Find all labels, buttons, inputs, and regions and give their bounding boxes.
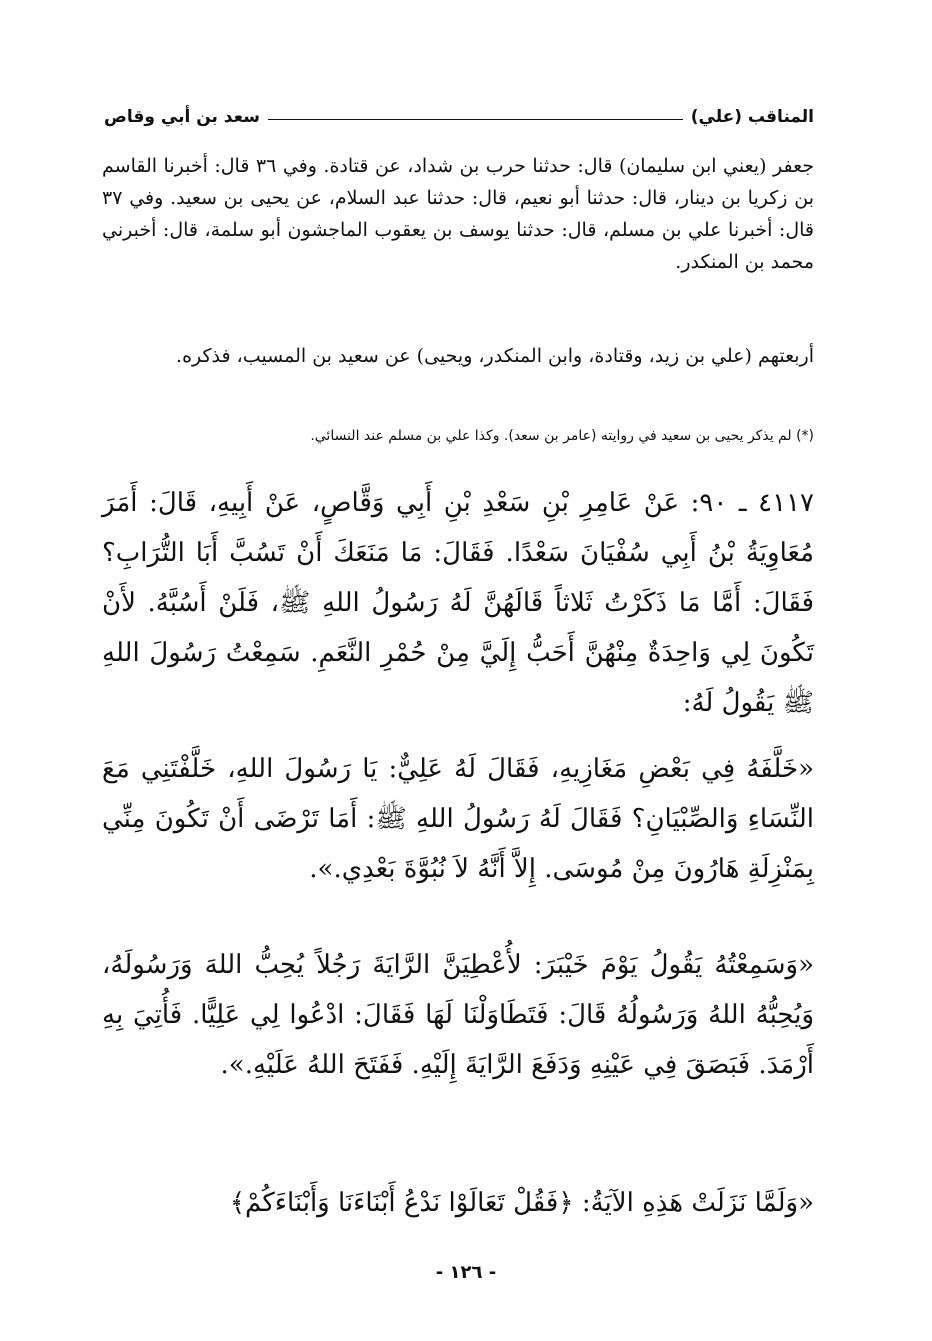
hadith-paragraph-1: ٤١١٧ ـ ٩٠: عَنْ عَامِرِ بْنِ سَعْدِ بْنِ أَبِي وَقَّاصٍ، عَنْ أَبِيهِ، قَالَ: أَمَرَ مُعَاوِيَةُ بْنُ أَبِي سُفْيَانَ سَعْدًا. فَقَالَ: مَا مَنَعَكَ أَنْ تَسُبَّ أَبَا التُّرَابِ؟ فَقَالَ: أَمَّا مَا ذَكَرْتُ ثَلاثاً قَالَهُنَّ لَهُ رَسُولُ اللهِ ﷺ، فَلَنْ أَسُبَّهُ. لأَنْ تَكُونَ لِي وَاحِدَةٌ مِنْهُنَّ أَحَبُّ إِلَيَّ مِنْ حُمْرِ النَّعَمِ. سَمِعْتُ رَسُولَ اللهِ ﷺ يَقُولُ لَهُ: (102, 488, 814, 718)
summary-paragraph: أربعتهم (علي بن زيد، وقتادة، وابن المنكدر، ويحيى) عن سعيد بن المسيب، فذكره. (176, 345, 814, 367)
hadith-paragraph-2: «خَلَّفَهُ فِي بَعْضِ مَغَازِيهِ، فَقَالَ لَهُ عَلِيٌّ: يَا رَسُولَ اللهِ، خَلَّفْتَنِي مَعَ النِّسَاءِ وَالصِّبْيَانِ؟ فَقَالَ لَهُ رَسُولُ اللهِ ﷺ: أَمَا تَرْضَى أَنْ تَكُونَ مِنِّي بِمَنْزِلَةِ هَارُونَ مِنْ مُوسَى. إِلاَّ أَنَّهُ لاَ نُبُوَّةَ بَعْدِي.». (102, 754, 814, 884)
running-header (104, 102, 814, 132)
hadith-paragraph-3: «وَسَمِعْتُهُ يَقُولُ يَوْمَ خَيْبَرَ: لأُعْطِيَنَّ الرَّايَةَ رَجُلاً يُحِبُّ اللهَ وَرَسُولَهُ، وَيُحِبُّهُ اللهُ وَرَسُولُهُ قَالَ: فَتَطَاوَلْنَا لَهَا فَقَالَ: ادْعُوا لِي عَلِيًّا. فَأُتِيَ بِهِ أَرْمَدَ. فَبَصَقَ فِي عَيْنِهِ وَدَفَعَ الرَّايَةَ إِلَيْهِ. فَفَتَحَ اللهُ عَلَيْهِ.». (102, 950, 814, 1080)
footnote: (*) لم يذكر يحيى بن سعيد في روايته (عامر بن سعد). وكذا علي بن مسلم عند النسائي. (310, 428, 814, 444)
hadith-paragraph-4: «وَلَمَّا نَزَلَتْ هَذِهِ الآيَةُ: ﴿فَقُلْ تَعَالَوْا نَدْعُ أَبْنَاءَنَا وَأَبْنَاءَكُمْ﴾ (229, 1188, 814, 1218)
header-section-title: المناقب (علي) (690, 107, 814, 127)
header-rule (268, 119, 683, 120)
page-number: - ١٢٦ - (435, 1262, 497, 1283)
isnad-paragraph: جعفر (يعني ابن سليمان) قال: حدثنا حرب بن شداد، عن قتادة. وفي ٣٦ قال: أخبرنا القاسم بن زكريا بن دينار، قال: حدثنا أبو نعيم، قال: حدثنا عبد السلام، عن يحيى بن سعيد. وفي ٣٧ قال: أخبرنا علي بن مسلم، قال: حدثنا يوسف بن يعقوب الماجشون أبو سلمة، قال: أخبرني محمد بن المنكدر. (102, 155, 814, 273)
header-chapter-title: سعد بن أبي وقاص (104, 107, 260, 127)
